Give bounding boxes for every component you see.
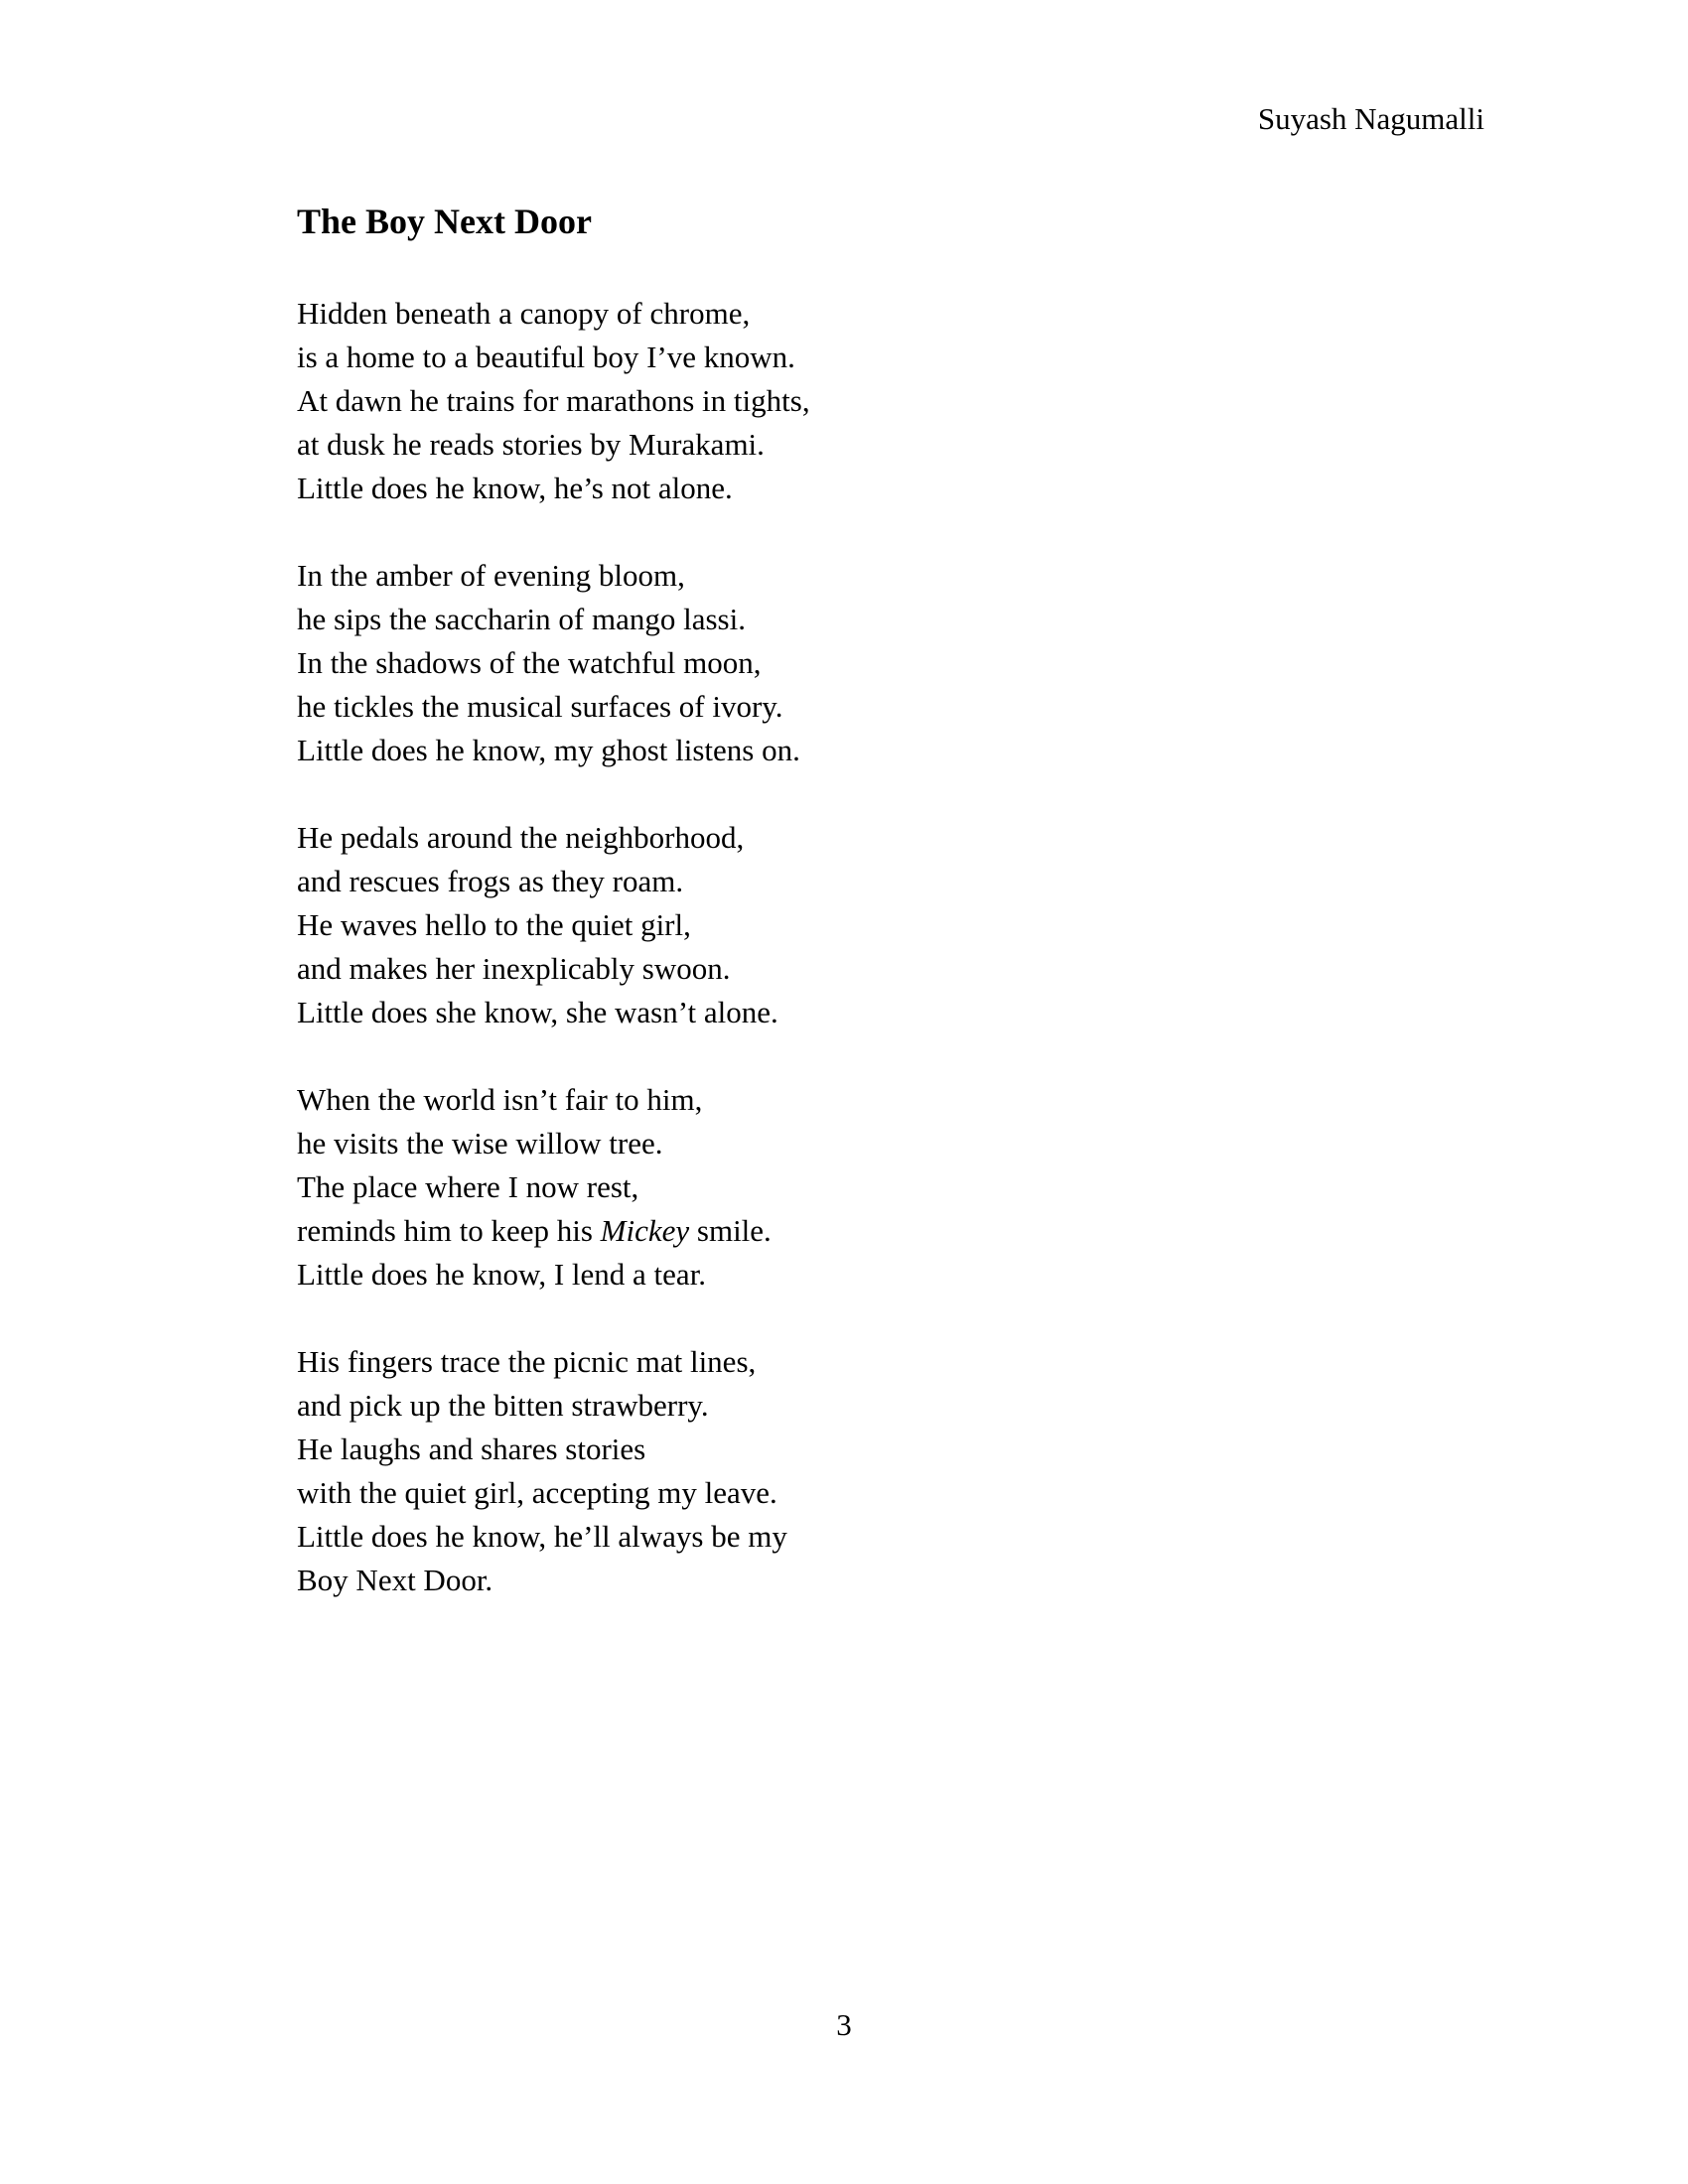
- poem-line: at dusk he reads stories by Murakami.: [297, 427, 765, 462]
- poem-line: In the shadows of the watchful moon,: [297, 645, 762, 680]
- poem-line: Little does he know, my ghost listens on.: [297, 733, 800, 767]
- poem-line: with the quiet girl, accepting my leave.: [297, 1475, 777, 1510]
- poem-line: Boy Next Door.: [297, 1563, 493, 1597]
- poem-line: Little does he know, he’ll always be my: [297, 1519, 787, 1554]
- poem-line: and makes her inexplicably swoon.: [297, 951, 731, 986]
- poem-line: he tickles the musical surfaces of ivory.: [297, 689, 783, 724]
- page-number: 3: [836, 2007, 852, 2042]
- stanza-2: [297, 554, 1191, 772]
- stanza-5: [297, 1340, 1191, 1602]
- stanza-3: [297, 816, 1191, 1034]
- poem-line: The place where I now rest,: [297, 1169, 639, 1204]
- poem-line: he sips the saccharin of mango lassi.: [297, 602, 746, 636]
- poem-line: is a home to a beautiful boy I’ve known.: [297, 340, 795, 374]
- stanza-1: [297, 292, 1191, 510]
- poem-line: At dawn he trains for marathons in tights,: [297, 383, 810, 418]
- poem-line: Little does he know, I lend a tear.: [297, 1257, 707, 1292]
- author-name: Suyash Nagumalli: [1257, 101, 1484, 136]
- poem-line: He laughs and shares stories: [297, 1432, 646, 1466]
- poem-line: Little does she know, she wasn’t alone.: [297, 995, 778, 1029]
- poem-body: [297, 292, 1191, 1646]
- line-text-before: reminds him to keep his: [297, 1213, 601, 1248]
- poem-line: Little does he know, he’s not alone.: [297, 471, 733, 505]
- poem-line: He pedals around the neighborhood,: [297, 820, 745, 855]
- poem-line: In the amber of evening bloom,: [297, 558, 685, 593]
- stanza-4: [297, 1078, 1191, 1297]
- italic-word: Mickey: [600, 1213, 690, 1248]
- poem-line: He waves hello to the quiet girl,: [297, 907, 691, 942]
- poem-line: and pick up the bitten strawberry.: [297, 1388, 709, 1423]
- poem-line: and rescues frogs as they roam.: [297, 864, 684, 898]
- poem-line-with-italic: [297, 1209, 1191, 1253]
- poem-line: His fingers trace the picnic mat lines,: [297, 1344, 757, 1379]
- poem-line: Hidden beneath a canopy of chrome,: [297, 296, 751, 331]
- poem-line: When the world isn’t fair to him,: [297, 1082, 703, 1117]
- poem-line: he visits the wise willow tree.: [297, 1126, 663, 1160]
- line-text-after: smile.: [689, 1213, 772, 1248]
- poem-title: The Boy Next Door: [297, 202, 592, 241]
